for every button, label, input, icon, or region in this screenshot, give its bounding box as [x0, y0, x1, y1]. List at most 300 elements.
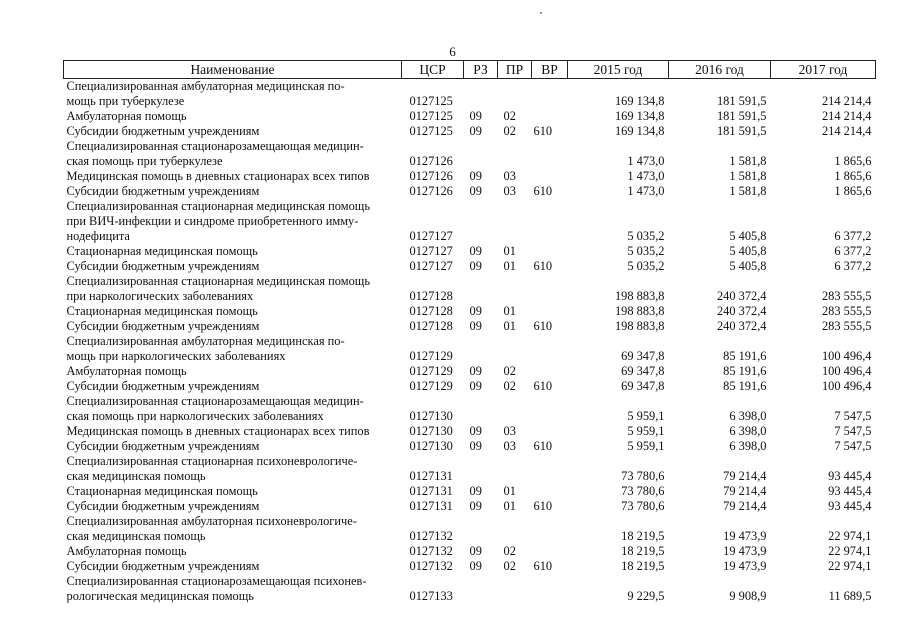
cell-2017: 283 555,5: [821, 289, 872, 303]
table-row: [64, 124, 876, 139]
cell-pr: [498, 409, 532, 424]
header-csr: ЦСР: [402, 61, 464, 79]
cell-pr: [498, 514, 532, 529]
cell-2016: [669, 394, 771, 409]
budget-table: [63, 60, 876, 604]
cell-vr: 610: [533, 184, 553, 198]
cell-name: Субсидии бюджетным учреждениям: [66, 379, 260, 393]
table-row: [64, 529, 876, 544]
cell-vr: [532, 199, 568, 214]
cell-rz: [464, 589, 498, 604]
cell-2015: 1 473,0: [627, 154, 665, 168]
table-row: [64, 289, 876, 304]
cell-rz: [464, 154, 498, 169]
cell-csr: 0127126: [409, 184, 453, 198]
cell-2016: 9 908,9: [729, 589, 767, 603]
cell-2015: [568, 334, 669, 349]
cell-pr: 01: [503, 319, 516, 333]
cell-2015: [568, 394, 669, 409]
cell-pr: [498, 199, 532, 214]
cell-2016: 240 372,4: [716, 304, 767, 318]
cell-vr: [532, 94, 568, 109]
table-row: [64, 484, 876, 499]
table-row: [64, 184, 876, 199]
cell-csr: 0127133: [409, 589, 453, 603]
table-row: [64, 274, 876, 289]
cell-2015: [568, 514, 669, 529]
cell-name: Субсидии бюджетным учреждениям: [66, 559, 260, 573]
table-row: [64, 409, 876, 424]
cell-2017: 93 445,4: [828, 484, 872, 498]
cell-pr: 02: [503, 124, 516, 138]
cell-vr: [532, 469, 568, 484]
cell-csr: 0127126: [409, 154, 453, 168]
cell-name: Субсидии бюджетным учреждениям: [66, 499, 260, 513]
cell-2017: [771, 454, 876, 469]
table-row: [64, 469, 876, 484]
cell-pr: 02: [503, 109, 516, 123]
cell-name: Специализированная амбулаторная медицинская по-: [66, 334, 345, 348]
cell-pr: [498, 394, 532, 409]
cell-2015: 198 883,8: [614, 304, 665, 318]
cell-name: ская медицинская помощь: [66, 529, 206, 543]
table-row: [64, 199, 876, 214]
cell-csr: 0127131: [409, 484, 453, 498]
cell-vr: [532, 214, 568, 229]
table-row: [64, 214, 876, 229]
table-row: [64, 259, 876, 274]
cell-name: Специализированная стационарозамещающая медицин-: [66, 394, 364, 408]
cell-rz: 09: [469, 124, 482, 138]
table-row: [64, 439, 876, 454]
cell-name: Амбулаторная помощь: [66, 109, 187, 123]
cell-2016: 79 214,4: [723, 469, 767, 483]
cell-vr: [532, 139, 568, 154]
cell-2015: 73 780,6: [621, 484, 665, 498]
cell-name: Специализированная стационарная медицинская помощь: [66, 274, 370, 288]
cell-2015: 169 134,8: [614, 124, 665, 138]
cell-csr: [402, 394, 464, 409]
cell-2016: 5 405,8: [729, 244, 767, 258]
cell-rz: [464, 514, 498, 529]
cell-rz: [464, 334, 498, 349]
cell-rz: 09: [469, 304, 482, 318]
cell-2015: [568, 139, 669, 154]
cell-2017: [771, 199, 876, 214]
table-row: [64, 349, 876, 364]
cell-2016: 19 473,9: [723, 559, 767, 573]
cell-name: Стационарная медицинская помощь: [66, 304, 258, 318]
cell-name: Медицинская помощь в дневных стационарах всех типов: [66, 424, 370, 438]
cell-csr: 0127130: [409, 424, 453, 438]
cell-pr: 01: [503, 484, 516, 498]
cell-name: ская помощь при туберкулезе: [66, 154, 223, 168]
cell-2017: 22 974,1: [828, 529, 872, 543]
cell-vr: 610: [533, 379, 553, 393]
cell-pr: 02: [503, 544, 516, 558]
cell-pr: [498, 274, 532, 289]
cell-2017: 7 547,5: [834, 424, 872, 438]
cell-rz: [464, 469, 498, 484]
cell-2016: 240 372,4: [716, 289, 767, 303]
cell-2017: 214 214,4: [821, 94, 872, 108]
cell-name: Стационарная медицинская помощь: [66, 484, 258, 498]
cell-csr: 0127132: [409, 544, 453, 558]
cell-rz: [464, 214, 498, 229]
table-row: [64, 109, 876, 124]
cell-csr: 0127125: [409, 109, 453, 123]
cell-2015: 1 473,0: [627, 169, 665, 183]
cell-rz: [464, 529, 498, 544]
cell-2015: 5 035,2: [627, 229, 665, 243]
cell-pr: [498, 289, 532, 304]
cell-2017: 22 974,1: [828, 559, 872, 573]
cell-pr: [498, 94, 532, 109]
cell-name: Субсидии бюджетным учреждениям: [66, 259, 260, 273]
cell-rz: [464, 454, 498, 469]
cell-vr: [532, 229, 568, 244]
cell-vr: [532, 349, 568, 364]
cell-2015: 5 035,2: [627, 244, 665, 258]
cell-rz: [464, 229, 498, 244]
cell-2016: [669, 274, 771, 289]
cell-2016: 181 591,5: [716, 109, 767, 123]
cell-csr: 0127128: [409, 289, 453, 303]
cell-vr: [532, 154, 568, 169]
table-row: [64, 514, 876, 529]
cell-csr: 0127129: [409, 349, 453, 363]
cell-rz: 09: [469, 109, 482, 123]
cell-name: Субсидии бюджетным учреждениям: [66, 124, 260, 138]
cell-2017: [771, 514, 876, 529]
cell-csr: [402, 574, 464, 589]
cell-csr: 0127126: [409, 169, 453, 183]
cell-vr: 610: [533, 499, 553, 513]
table-row: [64, 169, 876, 184]
cell-rz: [464, 139, 498, 154]
cell-vr: [532, 364, 568, 379]
cell-name: мощь при наркологических заболеваниях: [66, 349, 286, 363]
table-row: [64, 394, 876, 409]
cell-rz: [464, 289, 498, 304]
cell-rz: 09: [469, 484, 482, 498]
table-row: [64, 559, 876, 574]
cell-rz: [464, 409, 498, 424]
cell-pr: [498, 529, 532, 544]
cell-rz: 09: [469, 439, 482, 453]
cell-csr: 0127128: [409, 304, 453, 318]
cell-2016: 181 591,5: [716, 124, 767, 138]
cell-name: Специализированная стационарная медицинская помощь: [66, 199, 370, 213]
cell-csr: [402, 214, 464, 229]
cell-name: Амбулаторная помощь: [66, 544, 187, 558]
cell-pr: [498, 79, 532, 95]
cell-vr: [532, 394, 568, 409]
cell-name: Специализированная амбулаторная психоневрологиче-: [66, 514, 357, 528]
cell-pr: 03: [503, 184, 516, 198]
cell-2015: 198 883,8: [614, 289, 665, 303]
table-row: [64, 139, 876, 154]
cell-2015: 69 347,8: [621, 379, 665, 393]
cell-2016: 6 398,0: [729, 439, 767, 453]
cell-csr: 0127128: [409, 319, 453, 333]
scan-speck: [540, 12, 542, 14]
table-row: [64, 499, 876, 514]
cell-pr: 01: [503, 259, 516, 273]
header-name: Наименование: [64, 61, 402, 79]
cell-csr: [402, 79, 464, 95]
cell-csr: 0127127: [409, 229, 453, 243]
cell-rz: 09: [469, 169, 482, 183]
table-row: [64, 244, 876, 259]
cell-2015: 69 347,8: [621, 349, 665, 363]
cell-2016: 5 405,8: [729, 259, 767, 273]
cell-2017: [771, 574, 876, 589]
cell-csr: [402, 139, 464, 154]
cell-2017: 1 865,6: [834, 169, 872, 183]
cell-2017: 214 214,4: [821, 124, 872, 138]
cell-2015: 9 229,5: [627, 589, 665, 603]
cell-pr: [498, 469, 532, 484]
table-row: [64, 424, 876, 439]
cell-2016: 1 581,8: [729, 184, 767, 198]
cell-vr: [532, 484, 568, 499]
cell-name: Амбулаторная помощь: [66, 364, 187, 378]
cell-vr: 610: [533, 319, 553, 333]
cell-pr: 01: [503, 499, 516, 513]
cell-csr: 0127127: [409, 259, 453, 273]
cell-rz: 09: [469, 319, 482, 333]
table-row: [64, 544, 876, 559]
cell-pr: [498, 214, 532, 229]
cell-2015: [568, 79, 669, 95]
cell-2016: [669, 139, 771, 154]
table-row: [64, 319, 876, 334]
header-2015: 2015 год: [568, 61, 669, 79]
cell-2015: [568, 214, 669, 229]
cell-vr: [532, 424, 568, 439]
cell-name: при наркологических заболеваниях: [66, 289, 254, 303]
cell-csr: 0127131: [409, 469, 453, 483]
cell-pr: 03: [503, 424, 516, 438]
cell-name: Стационарная медицинская помощь: [66, 244, 258, 258]
cell-vr: [532, 274, 568, 289]
cell-rz: 09: [469, 424, 482, 438]
cell-rz: [464, 94, 498, 109]
header-vr: ВР: [532, 61, 568, 79]
cell-vr: 610: [533, 559, 553, 573]
cell-2016: [669, 79, 771, 95]
cell-2015: 69 347,8: [621, 364, 665, 378]
cell-vr: [532, 109, 568, 124]
cell-rz: [464, 199, 498, 214]
cell-2015: 5 959,1: [627, 424, 665, 438]
cell-2015: 5 959,1: [627, 409, 665, 423]
cell-2016: 240 372,4: [716, 319, 767, 333]
cell-name: нодефицита: [66, 229, 130, 243]
cell-name: Субсидии бюджетным учреждениям: [66, 439, 260, 453]
cell-name: при ВИЧ-инфекции и синдроме приобретенного имму-: [66, 214, 359, 228]
cell-rz: 09: [469, 499, 482, 513]
cell-2015: 5 035,2: [627, 259, 665, 273]
cell-pr: 03: [503, 169, 516, 183]
cell-2016: 6 398,0: [729, 409, 767, 423]
cell-name: ская медицинская помощь: [66, 469, 206, 483]
table-row: [64, 364, 876, 379]
cell-2016: 6 398,0: [729, 424, 767, 438]
cell-rz: [464, 79, 498, 95]
cell-2017: 214 214,4: [821, 109, 872, 123]
cell-2015: 5 959,1: [627, 439, 665, 453]
cell-pr: [498, 139, 532, 154]
table-row: [64, 229, 876, 244]
cell-2016: 1 581,8: [729, 169, 767, 183]
cell-rz: [464, 394, 498, 409]
cell-2016: 181 591,5: [716, 94, 767, 108]
cell-rz: [464, 274, 498, 289]
cell-2015: 73 780,6: [621, 469, 665, 483]
cell-2017: [771, 274, 876, 289]
cell-csr: [402, 514, 464, 529]
cell-2016: 5 405,8: [729, 229, 767, 243]
header-2017: 2017 год: [771, 61, 876, 79]
cell-2017: 100 496,4: [821, 349, 872, 363]
cell-2016: 85 191,6: [723, 349, 767, 363]
table-row: [64, 79, 876, 95]
cell-2017: 283 555,5: [821, 304, 872, 318]
cell-2015: 18 219,5: [621, 544, 665, 558]
cell-csr: 0127130: [409, 439, 453, 453]
cell-2017: [771, 394, 876, 409]
cell-vr: [532, 244, 568, 259]
cell-vr: [532, 334, 568, 349]
cell-2017: [771, 139, 876, 154]
cell-name: мощь при туберкулезе: [66, 94, 185, 108]
cell-vr: [532, 529, 568, 544]
cell-vr: [532, 589, 568, 604]
table-row: [64, 94, 876, 109]
cell-name: Субсидии бюджетным учреждениям: [66, 319, 260, 333]
cell-vr: [532, 79, 568, 95]
cell-2016: [669, 574, 771, 589]
cell-name: рологическая медицинская помощь: [66, 589, 254, 603]
cell-vr: 610: [533, 124, 553, 138]
cell-rz: [464, 574, 498, 589]
cell-2016: 85 191,6: [723, 364, 767, 378]
cell-csr: 0127129: [409, 364, 453, 378]
cell-2016: 79 214,4: [723, 499, 767, 513]
cell-vr: 610: [533, 259, 553, 273]
cell-2016: [669, 199, 771, 214]
cell-csr: 0127127: [409, 244, 453, 258]
cell-name: Специализированная стационарозамещающая психонев-: [66, 574, 367, 588]
cell-name: Медицинская помощь в дневных стационарах всех типов: [66, 169, 370, 183]
table-row: [64, 574, 876, 589]
cell-2017: 100 496,4: [821, 364, 872, 378]
cell-pr: [498, 454, 532, 469]
cell-vr: [532, 514, 568, 529]
cell-csr: 0127132: [409, 559, 453, 573]
cell-csr: 0127125: [409, 124, 453, 138]
cell-vr: [532, 289, 568, 304]
table-header: [64, 61, 876, 79]
cell-name: Специализированная стационарная психоневрологиче-: [66, 454, 358, 468]
cell-csr: 0127131: [409, 499, 453, 513]
cell-2015: 169 134,8: [614, 109, 665, 123]
cell-pr: 03: [503, 439, 516, 453]
cell-pr: [498, 334, 532, 349]
cell-2017: 100 496,4: [821, 379, 872, 393]
cell-2017: 22 974,1: [828, 544, 872, 558]
cell-csr: 0127129: [409, 379, 453, 393]
table-row: [64, 379, 876, 394]
cell-vr: 610: [533, 439, 553, 453]
cell-2016: [669, 214, 771, 229]
cell-2017: 1 865,6: [834, 184, 872, 198]
cell-2015: [568, 199, 669, 214]
cell-csr: [402, 199, 464, 214]
header-rz: РЗ: [464, 61, 498, 79]
cell-2016: 1 581,8: [729, 154, 767, 168]
cell-2017: [771, 79, 876, 95]
table-row: [64, 304, 876, 319]
cell-csr: 0127130: [409, 409, 453, 423]
cell-2015: 198 883,8: [614, 319, 665, 333]
cell-2015: 1 473,0: [627, 184, 665, 198]
cell-2017: 93 445,4: [828, 469, 872, 483]
cell-2017: 11 689,5: [828, 589, 872, 603]
cell-name: ская помощь при наркологических заболеваниях: [66, 409, 324, 423]
cell-rz: 09: [469, 544, 482, 558]
cell-pr: [498, 349, 532, 364]
cell-pr: 01: [503, 304, 516, 318]
cell-2016: 19 473,9: [723, 544, 767, 558]
cell-2015: 18 219,5: [621, 559, 665, 573]
cell-pr: [498, 229, 532, 244]
cell-rz: [464, 349, 498, 364]
cell-2015: [568, 574, 669, 589]
cell-rz: 09: [469, 559, 482, 573]
cell-name: Специализированная амбулаторная медицинская по-: [66, 79, 345, 93]
cell-rz: 09: [469, 244, 482, 258]
cell-name: Субсидии бюджетным учреждениям: [66, 184, 260, 198]
cell-2017: 283 555,5: [821, 319, 872, 333]
cell-vr: [532, 574, 568, 589]
cell-vr: [532, 304, 568, 319]
header-pr: ПР: [498, 61, 532, 79]
cell-2017: [771, 214, 876, 229]
table-row: [64, 589, 876, 604]
cell-2017: 7 547,5: [834, 409, 872, 423]
table-body: [64, 79, 876, 605]
cell-2017: 93 445,4: [828, 499, 872, 513]
cell-2016: [669, 334, 771, 349]
cell-2017: 1 865,6: [834, 154, 872, 168]
cell-2015: 73 780,6: [621, 499, 665, 513]
cell-2017: 6 377,2: [834, 244, 872, 258]
cell-rz: 09: [469, 364, 482, 378]
header-2016: 2016 год: [669, 61, 771, 79]
cell-vr: [532, 454, 568, 469]
cell-vr: [532, 409, 568, 424]
cell-vr: [532, 544, 568, 559]
cell-2015: 169 134,8: [614, 94, 665, 108]
cell-csr: 0127132: [409, 529, 453, 543]
cell-2015: [568, 274, 669, 289]
cell-csr: [402, 454, 464, 469]
cell-rz: 09: [469, 379, 482, 393]
cell-rz: 09: [469, 259, 482, 273]
